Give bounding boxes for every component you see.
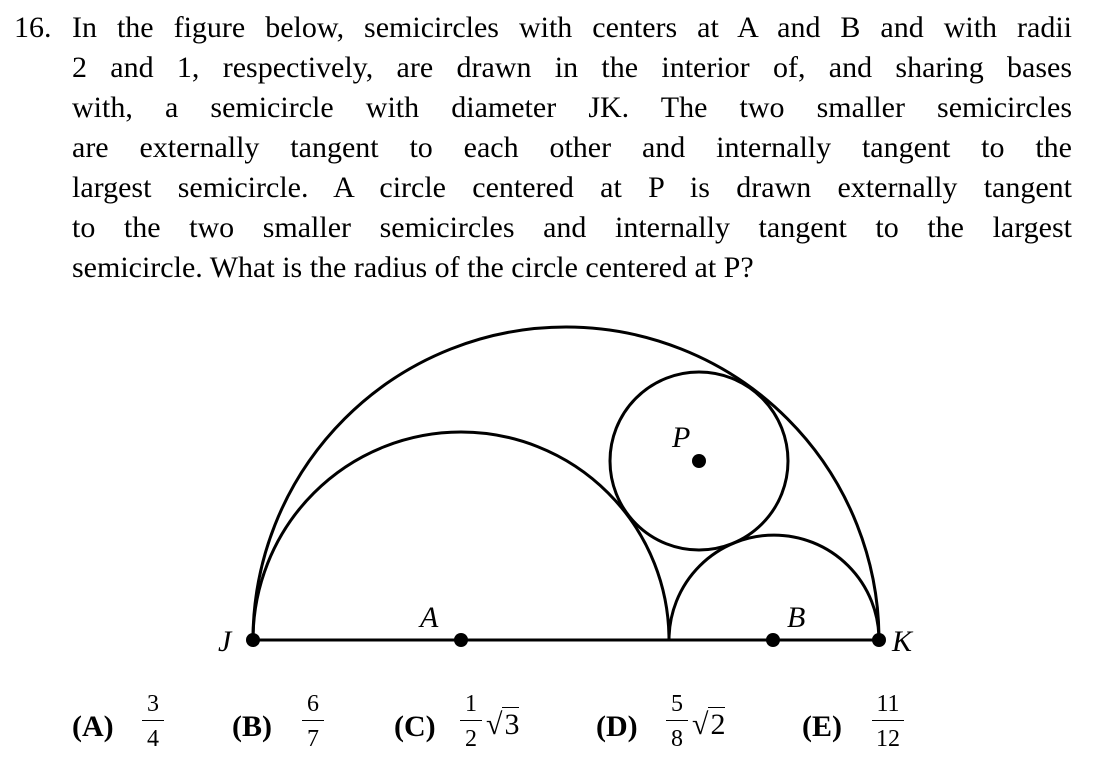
choice-d-denominator: 8 [671,726,683,752]
choice-b-denominator: 7 [307,726,319,752]
statement-line-2-text: 2 and 1, respectively, are drawn in the interior of, and sharing bases [72,51,1072,84]
statement-line-7-text: semicircle. What is the radius of the circle centered at P? [72,251,754,284]
choice-c-numerator: 1 [465,691,477,717]
choice-b-fraction [298,690,328,753]
point-k [872,633,886,647]
label-a: A [420,601,439,634]
statement-line-4-text: are externally tangent to each other and internally tangent to the [72,131,1072,164]
choice-d-fraction-bar [666,720,688,721]
semicircle-a [253,432,669,640]
label-b: B [787,601,806,634]
label-p: P [672,421,691,454]
point-p [692,454,706,468]
choice-a-label: (A) [72,710,114,743]
choice-e-label: (E) [802,710,842,743]
choice-a-denominator: 4 [147,726,159,752]
label-j: J [218,625,232,658]
choice-c-fraction-bar [460,720,482,721]
choice-a-fraction-bar [142,720,164,721]
choice-d-label: (D) [596,710,638,743]
choice-d-numerator: 5 [671,691,683,717]
choice-d-fraction [662,690,692,753]
point-b [766,633,780,647]
choice-e-fraction [868,690,908,753]
choice-b-label: (B) [232,710,272,743]
point-a [454,633,468,647]
choice-c-radical: √3 [486,708,520,741]
choice-e-denominator: 12 [876,726,900,752]
choice-a-numerator: 3 [147,691,159,717]
choice-c-label: (C) [394,710,436,743]
choice-b-fraction-bar [302,720,324,721]
choice-c-radicand: 3 [504,708,520,741]
label-k: K [892,625,913,658]
choice-e-numerator: 11 [876,691,900,717]
choice-e-fraction-bar [872,720,904,721]
statement-line-1-text: In the figure below, semicircles with centers at A and B and with radii [72,11,1072,44]
choice-a-fraction [138,690,168,753]
choice-b-numerator: 6 [307,691,319,717]
choice-c-denominator: 2 [465,726,477,752]
choice-d-radical: √2 [692,708,726,741]
statement-line-5-text: largest semicircle. A circle centered at P is drawn externally tangent [72,171,1072,204]
statement-line-6-text: to the two smaller semicircles and internally tangent to the largest [72,211,1072,244]
statement-line-3-text: with, a semicircle with diameter JK. The two smaller semicircles [72,91,1072,124]
problem-number: 16. [14,11,52,44]
point-j [246,633,260,647]
choice-d-radicand: 2 [710,708,726,741]
choice-c-fraction [456,690,486,753]
